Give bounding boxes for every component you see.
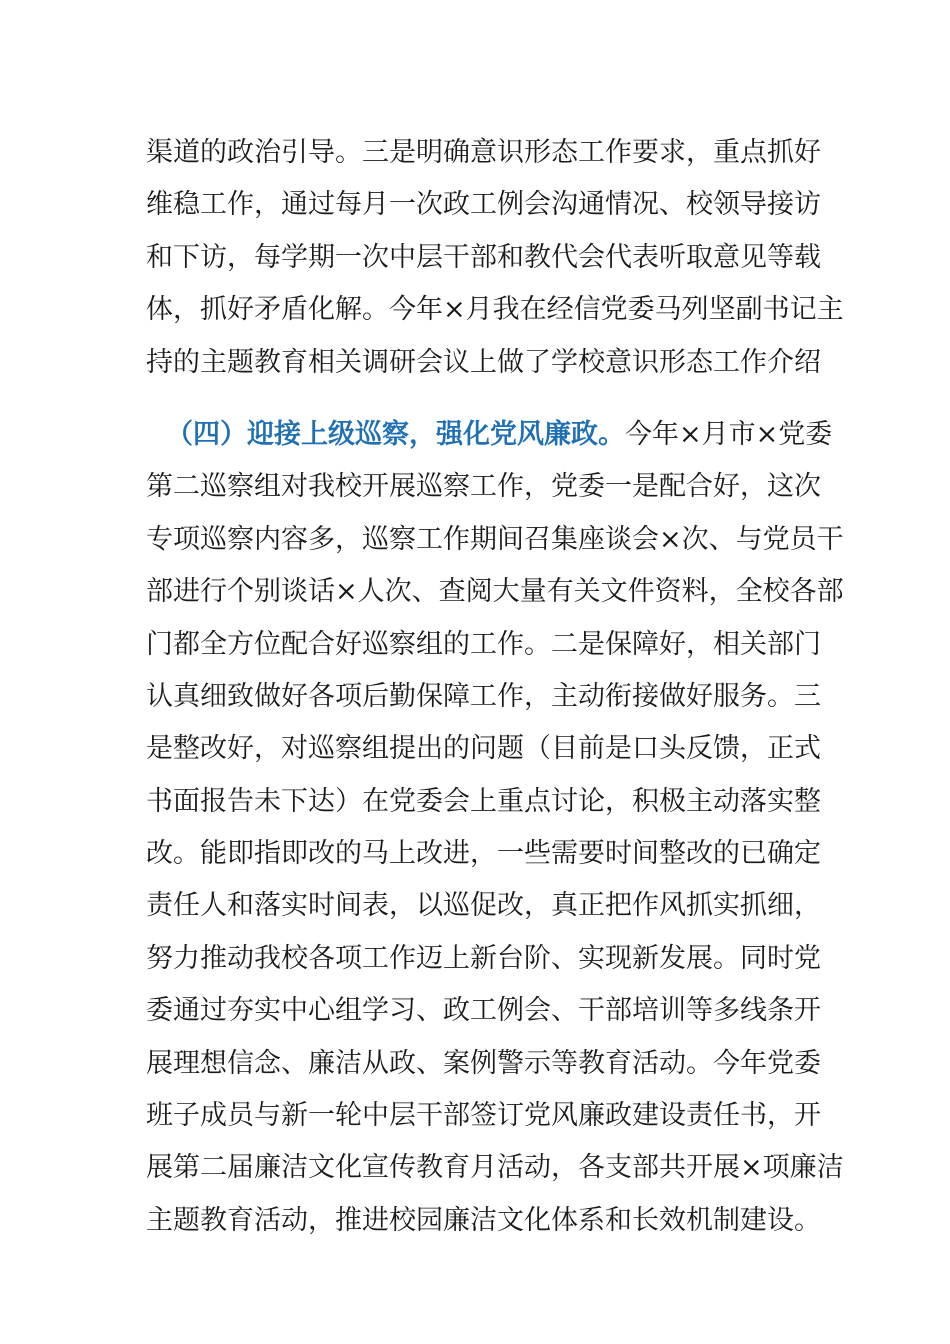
text-line: 持的主题教育相关调研会议上做了学校意识形态工作介绍 xyxy=(146,346,821,378)
text-line: 书面报告未下达）在党委会上重点讨论，积极主动落实整 xyxy=(146,785,821,817)
first-line-text: 今年×月市×党委 xyxy=(625,418,833,450)
text-line: 是整改好，对巡察组提出的问题（目前是口头反馈，正式 xyxy=(146,733,821,765)
section-heading: （四）迎接上级巡察，强化党风廉政。 xyxy=(166,418,625,450)
text-line: 努力推动我校各项工作迈上新台阶、实现新发展。同时党 xyxy=(146,942,821,974)
text-line: 门都全方位配合好巡察组的工作。二是保障好，相关部门 xyxy=(146,628,821,660)
text-line: 改。能即指即改的马上改进，一些需要时间整改的已确定 xyxy=(146,838,821,870)
paragraph-1 xyxy=(146,127,844,389)
paragraph-gap xyxy=(146,389,810,409)
text-line: 体，抓好矛盾化解。今年×月我在经信党委马列坚副书记主 xyxy=(146,294,844,326)
text-line: 部进行个别谈话×人次、查阅大量有关文件资料，全校各部 xyxy=(146,576,844,608)
paragraph-2 xyxy=(146,409,844,1247)
text-line: 展理想信念、廉洁从政、案例警示等教育活动。今年党委 xyxy=(146,1047,821,1079)
document-page xyxy=(146,127,844,1247)
text-line: 班子成员与新一轮中层干部签订党风廉政建设责任书，开 xyxy=(146,1100,821,1132)
text-line: 委通过夯实中心组学习、政工例会、干部培训等多线条开 xyxy=(146,995,821,1027)
text-line: 第二巡察组对我校开展巡察工作，党委一是配合好，这次 xyxy=(146,471,821,503)
text-line: 认真细致做好各项后勤保障工作，主动衔接做好服务。三 xyxy=(146,680,821,712)
paragraph-2-first-line xyxy=(146,409,833,461)
text-line: 主题教育活动，推进校园廉洁文化体系和长效机制建设。 xyxy=(146,1204,821,1236)
text-line: 展第二届廉洁文化宣传教育月活动，各支部共开展×项廉洁 xyxy=(146,1152,844,1184)
text-line: 和下访，每学期一次中层干部和教代会代表听取意见等载 xyxy=(146,241,821,273)
text-line: 维稳工作，通过每月一次政工例会沟通情况、校领导接访 xyxy=(146,189,821,221)
text-line: 渠道的政治引导。三是明确意识形态工作要求，重点抓好 xyxy=(146,137,821,168)
text-line: 责任人和落实时间表，以巡促改，真正把作风抓实抓细， xyxy=(146,890,821,922)
text-line: 专项巡察内容多，巡察工作期间召集座谈会×次、与党员干 xyxy=(146,523,844,555)
